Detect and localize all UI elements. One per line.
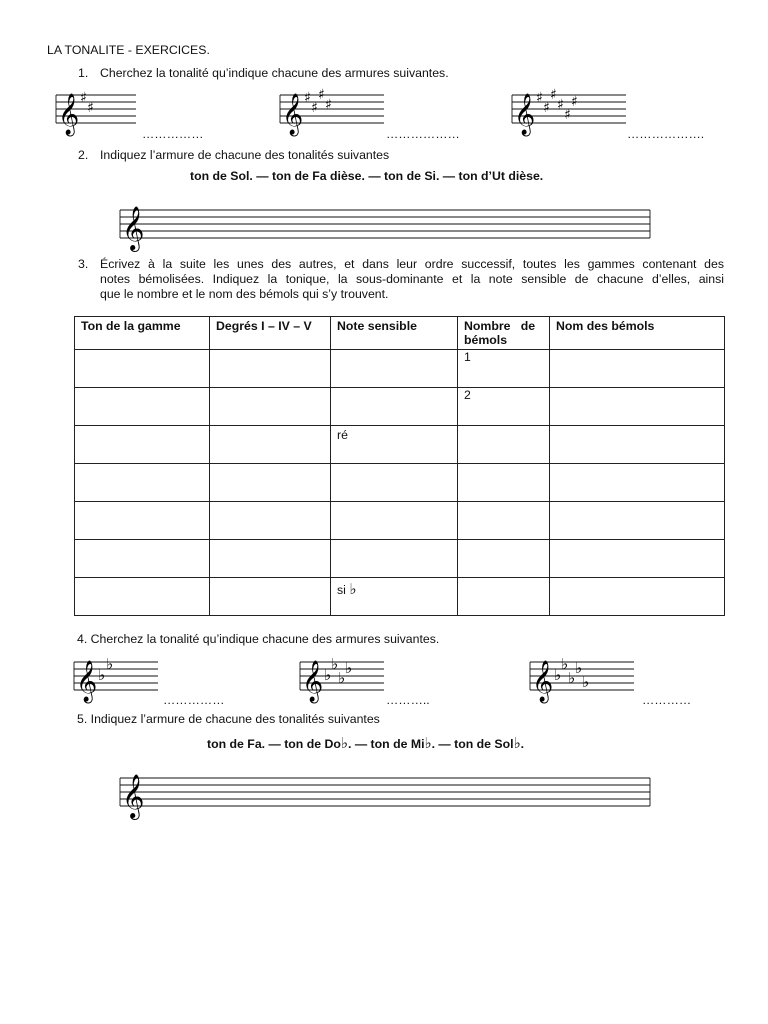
table-cell[interactable]: [458, 578, 550, 616]
ex1-number: 1.: [78, 66, 89, 80]
table-cell[interactable]: ré: [331, 426, 458, 464]
table-cell[interactable]: [75, 578, 210, 616]
table-cell[interactable]: [550, 388, 725, 426]
flat-icon: ♭: [582, 673, 590, 691]
staff-1b: [280, 87, 390, 140]
ex3-line-3: que le nombre et le nom des bémols qui s’y trouvent.: [100, 287, 389, 301]
sharp-icon: ♯: [325, 97, 332, 113]
table-row: [75, 464, 725, 502]
ex3-number: 3.: [78, 257, 89, 271]
staff-4a: [74, 657, 164, 707]
ex3-line-1: Écrivez à la suite les unes des autres, et dans leur ordre successif, toutes les gammes contenant des: [100, 257, 724, 271]
ex5-tone-2: . — ton de Mi: [347, 737, 425, 751]
flat-icon: ♭: [98, 666, 106, 684]
table-cell[interactable]: [550, 540, 725, 578]
sharp-icon: ♯: [318, 87, 325, 103]
header-nombre-line2: bémols: [464, 333, 508, 347]
si-label: si: [337, 583, 346, 597]
treble-clef-icon: 𝄞: [282, 94, 304, 135]
ex4-instruction: 4. Cherchez la tonalité qu’indique chacune des armures suivantes.: [77, 632, 440, 646]
flat-icon: ♭: [324, 666, 332, 684]
ex5-tone-4: .: [520, 737, 525, 751]
table-row: [75, 388, 725, 426]
table-cell[interactable]: [75, 350, 210, 388]
flat-icon: ♭: [424, 734, 432, 752]
table-cell[interactable]: [210, 388, 331, 426]
sharp-icon: ♯: [571, 94, 578, 110]
treble-clef-icon: 𝄞: [58, 94, 80, 135]
table-row: [75, 350, 725, 388]
table-cell[interactable]: [331, 464, 458, 502]
flat-icon: ♭: [338, 669, 346, 687]
flat-icon: ♭: [340, 734, 348, 752]
table-cell[interactable]: [331, 578, 458, 616]
table-cell[interactable]: [75, 540, 210, 578]
staff-4c: [530, 657, 640, 707]
table-cell[interactable]: [331, 350, 458, 388]
sharp-icon: ♯: [564, 107, 571, 123]
table-header-row: [75, 317, 725, 350]
table-row: [75, 540, 725, 578]
table-cell[interactable]: [458, 540, 550, 578]
header-ton: Ton de la gamme: [75, 317, 210, 350]
treble-clef-icon: 𝄞: [514, 94, 536, 135]
table-cell[interactable]: [550, 426, 725, 464]
sharp-icon: ♯: [550, 87, 557, 103]
table-cell[interactable]: [210, 350, 331, 388]
sharp-icon: ♯: [80, 90, 87, 106]
table-cell[interactable]: [75, 426, 210, 464]
staff-2[interactable]: [120, 205, 660, 255]
sharp-icon: ♯: [543, 100, 550, 116]
header-sensible: Note sensible: [331, 317, 458, 350]
page-title: LA TONALITE - EXERCICES.: [47, 43, 210, 57]
sharp-icon: ♯: [304, 90, 311, 106]
table-cell[interactable]: [210, 578, 331, 616]
table-cell[interactable]: [331, 502, 458, 540]
treble-clef-icon: 𝄞: [122, 774, 145, 818]
ex5-tone-1: ton de Fa. — ton de Do: [207, 737, 341, 751]
gammes-table: [74, 316, 725, 616]
ex5-tones: [207, 736, 524, 751]
table-cell[interactable]: [210, 502, 331, 540]
header-nombre: [458, 317, 550, 350]
table-cell[interactable]: [331, 388, 458, 426]
staff-1c: [512, 87, 632, 140]
flat-icon: ♭: [106, 655, 114, 673]
flat-icon: ♭: [568, 669, 576, 687]
header-degres: Degrés I – IV – V: [210, 317, 331, 350]
ex5-tone-3: . — ton de Sol: [431, 737, 514, 751]
table-cell[interactable]: [550, 464, 725, 502]
staff-5[interactable]: [120, 773, 660, 823]
table-cell[interactable]: [458, 502, 550, 540]
ex3-line-2: notes bémolisées. Indiquez la tonique, la sous-dominante et la note sensible de chacune d’elles, ainsi: [100, 272, 724, 286]
table-cell[interactable]: [550, 350, 725, 388]
sharp-icon: ♯: [311, 100, 318, 116]
flat-icon: ♭: [575, 659, 583, 677]
table-cell[interactable]: 2: [458, 388, 550, 426]
table-cell[interactable]: [331, 540, 458, 578]
ex1-blank-3[interactable]: ……………….: [627, 127, 705, 141]
ex2-number: 2.: [78, 148, 89, 162]
ex1-blank-1[interactable]: ……………: [142, 127, 204, 141]
header-nom: Nom des bémols: [550, 317, 725, 350]
ex4-blank-1[interactable]: ……………: [163, 693, 225, 707]
staff-1a: [56, 90, 146, 140]
table-row: [75, 502, 725, 540]
sharp-icon: ♯: [557, 97, 564, 113]
ex1-instruction: Cherchez la tonalité qu’indique chacune des armures suivantes.: [100, 66, 449, 80]
ex4-blank-3[interactable]: …………: [642, 693, 692, 707]
ex5-instruction: 5. Indiquez l’armure de chacune des tonalités suivantes: [77, 712, 380, 726]
table-cell[interactable]: [75, 464, 210, 502]
flat-icon: ♭: [349, 580, 357, 598]
flat-icon: ♭: [513, 734, 521, 752]
treble-clef-icon: 𝄞: [532, 661, 554, 702]
table-cell[interactable]: [75, 388, 210, 426]
table-cell[interactable]: [210, 426, 331, 464]
ex4-blank-2[interactable]: ………..: [386, 693, 430, 707]
table-cell[interactable]: [75, 502, 210, 540]
table-cell[interactable]: [210, 540, 331, 578]
ex1-blank-2[interactable]: ………………: [386, 127, 460, 141]
staff-4b: [300, 657, 390, 707]
ex2-instruction: Indiquez l’armure de chacune des tonalités suivantes: [100, 148, 390, 162]
table-cell[interactable]: [210, 464, 331, 502]
ex2-tones: ton de Sol. — ton de Fa dièse. — ton de Si. — ton d’Ut dièse.: [190, 169, 544, 183]
table-cell[interactable]: [458, 426, 550, 464]
table-cell[interactable]: [550, 578, 725, 616]
table-cell[interactable]: [458, 464, 550, 502]
table-cell[interactable]: [550, 502, 725, 540]
flat-icon: ♭: [561, 655, 569, 673]
table-cell[interactable]: 1: [458, 350, 550, 388]
flat-icon: ♭: [331, 655, 339, 673]
header-nombre-line1: Nombre de: [464, 319, 536, 333]
sharp-icon: ♯: [536, 90, 543, 106]
flat-icon: ♭: [345, 659, 353, 677]
treble-clef-icon: 𝄞: [302, 661, 324, 702]
treble-clef-icon: 𝄞: [122, 206, 145, 250]
sharp-icon: ♯: [87, 100, 94, 116]
treble-clef-icon: 𝄞: [76, 661, 98, 702]
table-row: [75, 578, 725, 616]
flat-icon: ♭: [554, 666, 562, 684]
table-row: [75, 426, 725, 464]
